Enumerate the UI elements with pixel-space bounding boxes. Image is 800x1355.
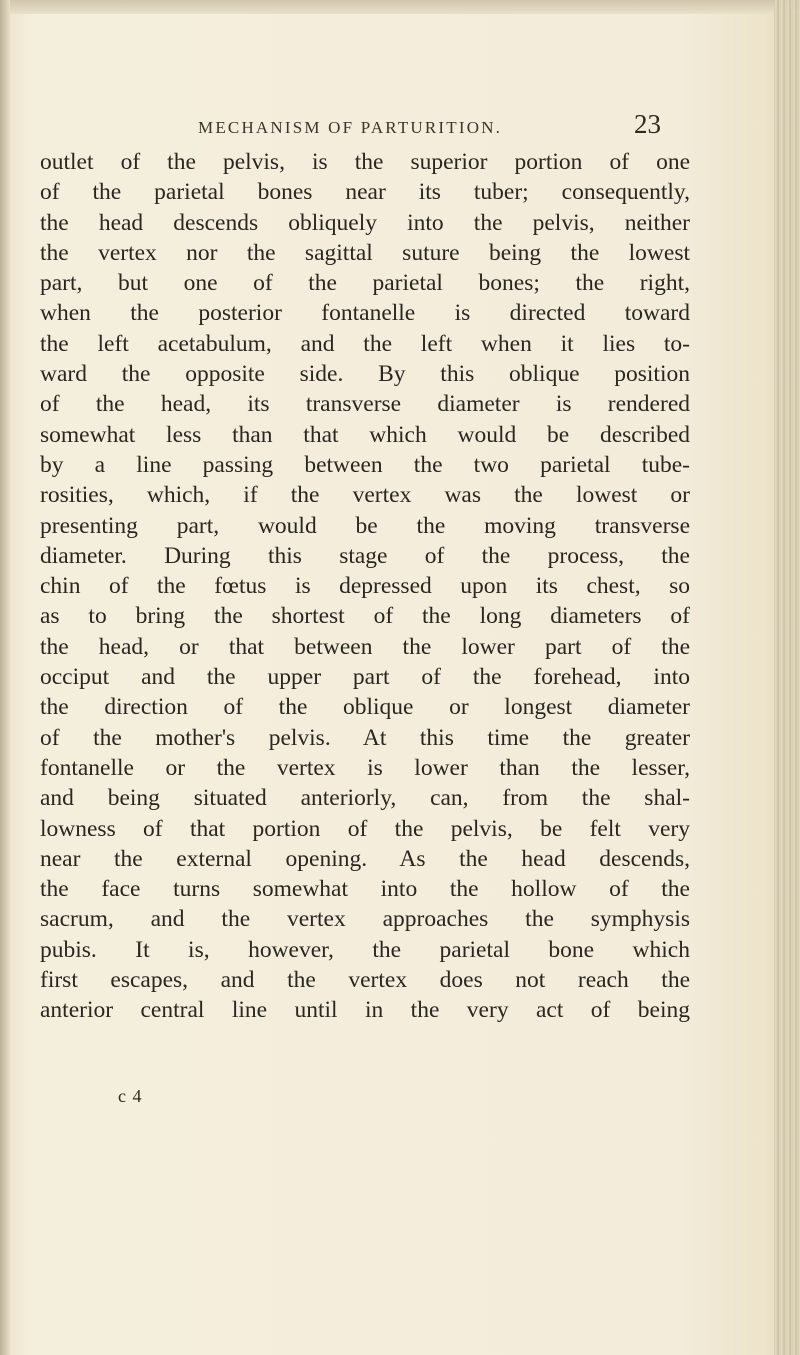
text-line: occiput and the upper part of the forehead, into	[40, 664, 690, 691]
text-line: lowness of that portion of the pelvis, be felt very	[40, 815, 690, 842]
signature-mark: c 4	[118, 1086, 143, 1106]
text-line: rosities, which, if the vertex was the lowest or	[40, 482, 690, 509]
text-line: sacrum, and the vertex approaches the symphysis	[40, 906, 690, 933]
text-line: the vertex nor the sagittal suture being the lowest	[40, 239, 690, 266]
text-line: the left acetabulum, and the left when it lies to-	[40, 330, 690, 357]
text-line: as to bring the shortest of the long diameters of	[40, 603, 690, 630]
text-line: ward the opposite side. By this oblique position	[40, 361, 690, 388]
text-line: when the posterior fontanelle is directed toward	[40, 300, 690, 327]
text-line: and being situated anteriorly, can, from the shal-	[40, 785, 690, 812]
text-line: fontanelle or the vertex is lower than the lesser,	[40, 754, 690, 781]
text-line: somewhat less than that which would be described	[40, 421, 690, 448]
text-line: the face turns somewhat into the hollow of the	[40, 876, 690, 903]
running-title: MECHANISM OF PARTURITION.	[198, 118, 503, 137]
page-left-edge	[0, 0, 10, 1355]
body-text	[40, 147, 690, 1026]
text-line: the head, or that between the lower part of the	[40, 633, 690, 660]
page-number: 23	[634, 109, 661, 139]
text-line: the direction of the oblique or longest diameter	[40, 694, 690, 721]
text-line: of the parietal bones near its tuber; consequently,	[40, 179, 690, 206]
text-line: by a line passing between the two parietal tube-	[40, 451, 690, 478]
text-line: near the external opening. As the head descends,	[40, 845, 690, 872]
text-line: of the mother's pelvis. At this time the greater	[40, 724, 690, 751]
text-line: part, but one of the parietal bones; the right,	[40, 270, 690, 297]
text-line: the head descends obliquely into the pelvis, neither	[40, 209, 690, 236]
page-top-edge	[0, 0, 800, 14]
text-line: pubis. It is, however, the parietal bone which	[40, 936, 690, 963]
text-line: of the head, its transverse diameter is rendered	[40, 391, 690, 418]
book-spine-gutter	[774, 0, 800, 1355]
text-line: outlet of the pelvis, is the superior portion of one	[40, 149, 690, 175]
text-line: first escapes, and the vertex does not reach the	[40, 967, 690, 994]
text-line: presenting part, would be the moving transverse	[40, 512, 690, 539]
text-line: diameter. During this stage of the process, the	[40, 542, 690, 569]
text-line: anterior central line until in the very act of being	[40, 997, 690, 1024]
text-line: chin of the fœtus is depressed upon its chest, so	[40, 573, 690, 600]
